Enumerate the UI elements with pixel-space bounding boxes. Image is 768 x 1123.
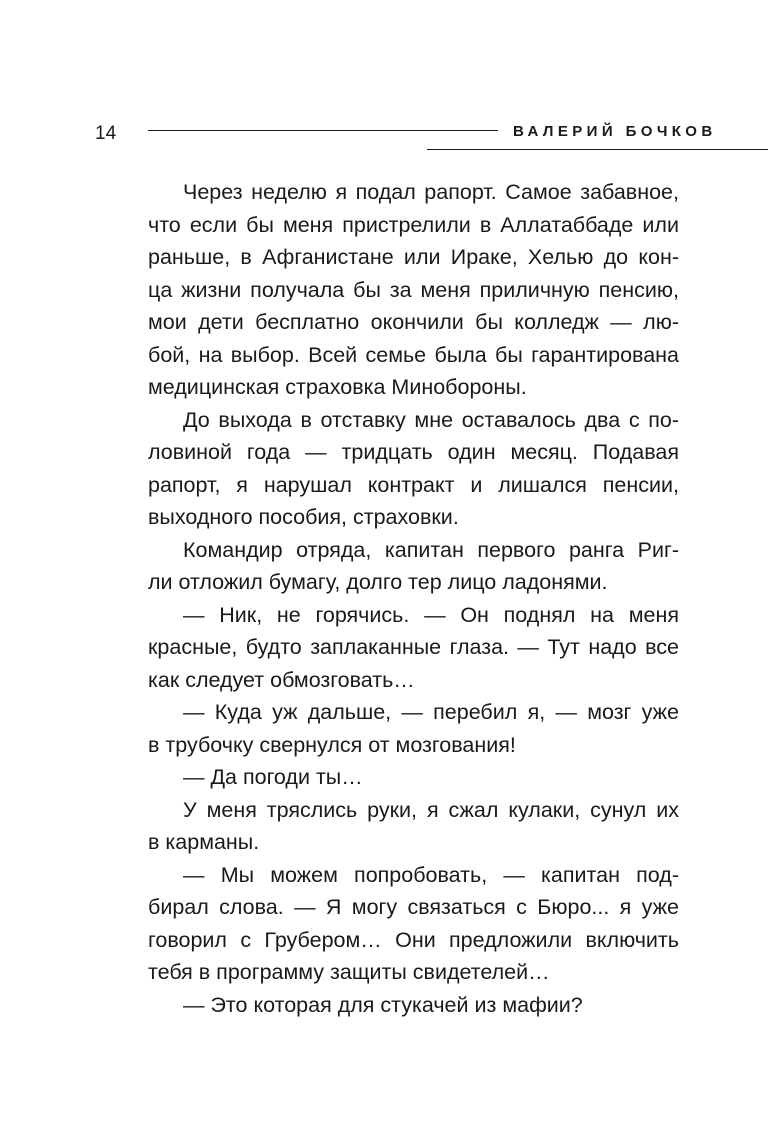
text-line: бой, на выбор. Всей семье была бы гарантирована <box>148 342 679 367</box>
text-line: ловиной года — тридцать один месяц. Подавая <box>148 440 679 464</box>
text-line: в трубочку свернулся от мозгования! <box>148 732 516 757</box>
text-line: рапорт, я нарушал контракт и лишался пенсии, <box>148 472 679 497</box>
text-line: — Ник, не горячись. — Он поднял на меня <box>183 602 679 627</box>
header-rule-right <box>427 149 768 150</box>
text-line: — Куда уж дальше, — перебил я, — мозг уже <box>183 700 679 724</box>
text-line: До выхода в отставку мне оставалось два с по- <box>183 407 679 432</box>
text-line: красные, будто заплаканные глаза. — Тут надо все <box>148 635 679 659</box>
text-line: мои дети бесплатно окончили бы колледж — лю- <box>148 310 679 334</box>
body-text <box>148 176 679 1021</box>
page-number: 14 <box>95 123 117 144</box>
text-line: ца жизни получала бы за меня приличную пенсию, <box>148 277 679 302</box>
text-line: говорил с Грубером… Они предложили включить <box>148 927 679 952</box>
text-line: Командир отряда, капитан первого ранга Риг- <box>183 537 679 562</box>
text-line: — Это которая для стукачей из мафии? <box>183 992 583 1017</box>
text-line: выходного пособия, страховки. <box>148 505 459 529</box>
text-line: что если бы меня пристрелили в Аллатаббаде или <box>148 212 679 237</box>
text-line: У меня тряслись руки, я сжал кулаки, сунул их <box>183 797 679 822</box>
text-line: тебя в программу защиты свидетелей… <box>148 960 550 984</box>
text-line: — Да погоди ты… <box>183 765 363 789</box>
text-line: медицинская страховка Минобороны. <box>148 375 527 399</box>
text-line: раньше, в Афганистане или Ираке, Хелью до кон- <box>148 245 679 269</box>
running-head-author: ВАЛЕРИЙ БОЧКОВ <box>513 123 717 140</box>
text-line: — Мы можем попробовать, — капитан под- <box>183 862 679 887</box>
text-line: как следует обмозговать… <box>148 667 415 692</box>
text-line: ли отложил бумагу, долго тер лицо ладонями. <box>148 570 608 594</box>
text-line: Через неделю я подал рапорт. Самое забавное, <box>183 180 679 204</box>
header-rule-left <box>148 130 498 131</box>
text-line: бирал слова. — Я могу связаться с Бюро... я уже <box>148 895 679 919</box>
text-line: в карманы. <box>148 830 260 854</box>
